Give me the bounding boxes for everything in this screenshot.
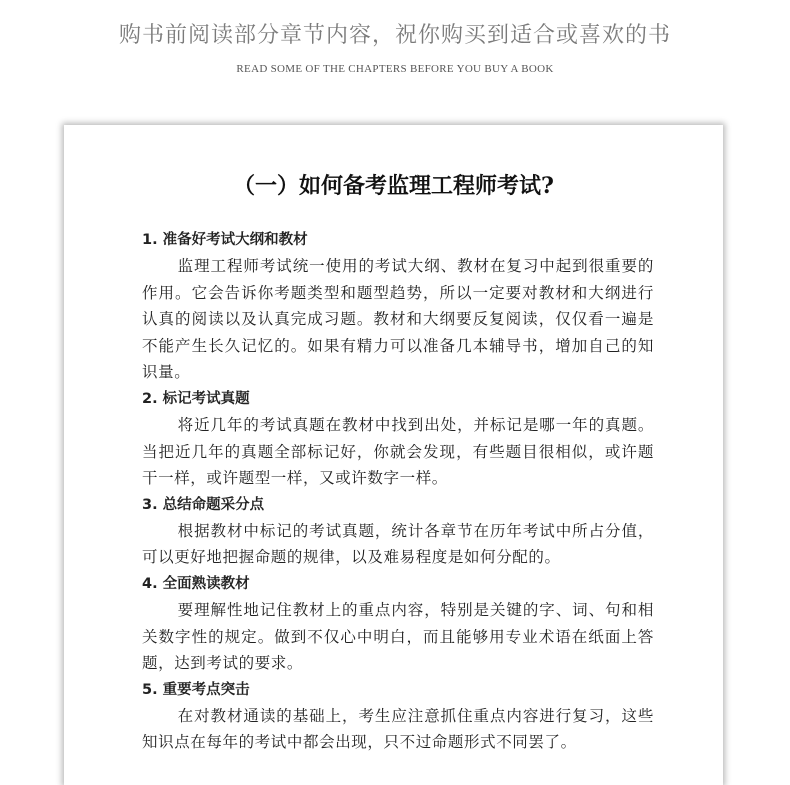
section-body: 监理工程师考试统一使用的考试大纲、教材在复习中起到很重要的作用。它会告诉你考题类型和题型趋势，所以一定要对教材和大纲进行认真的阅读以及认真完成习题。教材和大纲要反复阅读，仅仅看一遍是不能产生长久记忆的。如果有精力可以准备几本辅导书，增加自己的知识量。: [142, 257, 654, 382]
section-heading: 3. 总结命题采分点: [142, 496, 265, 513]
section-body: 在对教材通读的基础上，考生应注意抓住重点内容进行复习，这些知识点在每年的考试中都会出现，只不过命题形式不同罢了。: [142, 706, 654, 752]
section-body: 将近几年的考试真题在教材中找到出处，并标记是哪一年的真题。当把近几年的真题全部标记好，你就会发现，有些题目很相似，或许题干一样，或许题型一样，又或许数字一样。: [142, 415, 654, 488]
document-page: [64, 125, 723, 785]
section-heading: 2. 标记考试真题: [142, 390, 250, 407]
document-title: （一）如何备考监理工程师考试?: [233, 173, 554, 199]
section-heading: 4. 全面熟读教材: [142, 575, 250, 592]
document-content: [142, 227, 654, 756]
section-heading: 1. 准备好考试大纲和教材: [142, 232, 308, 248]
section-heading: 5. 重要考点突击: [142, 681, 250, 698]
section-body: 要理解性地记住教材上的重点内容，特别是关键的字、词、句和相关数字性的规定。做到不仅心中明白，而且能够用专业术语在纸面上答题，达到考试的要求。: [142, 600, 654, 673]
page-banner-title: 购书前阅读部分章节内容，祝你购买到适合或喜欢的书: [118, 23, 671, 48]
page-banner-subtitle: READ SOME OF THE CHAPTERS BEFORE YOU BUY A BOOK: [236, 63, 554, 75]
section-body: 根据教材中标记的考试真题，统计各章节在历年考试中所占分值，可以更好地把握命题的规律，以及难易程度是如何分配的。: [142, 521, 654, 567]
